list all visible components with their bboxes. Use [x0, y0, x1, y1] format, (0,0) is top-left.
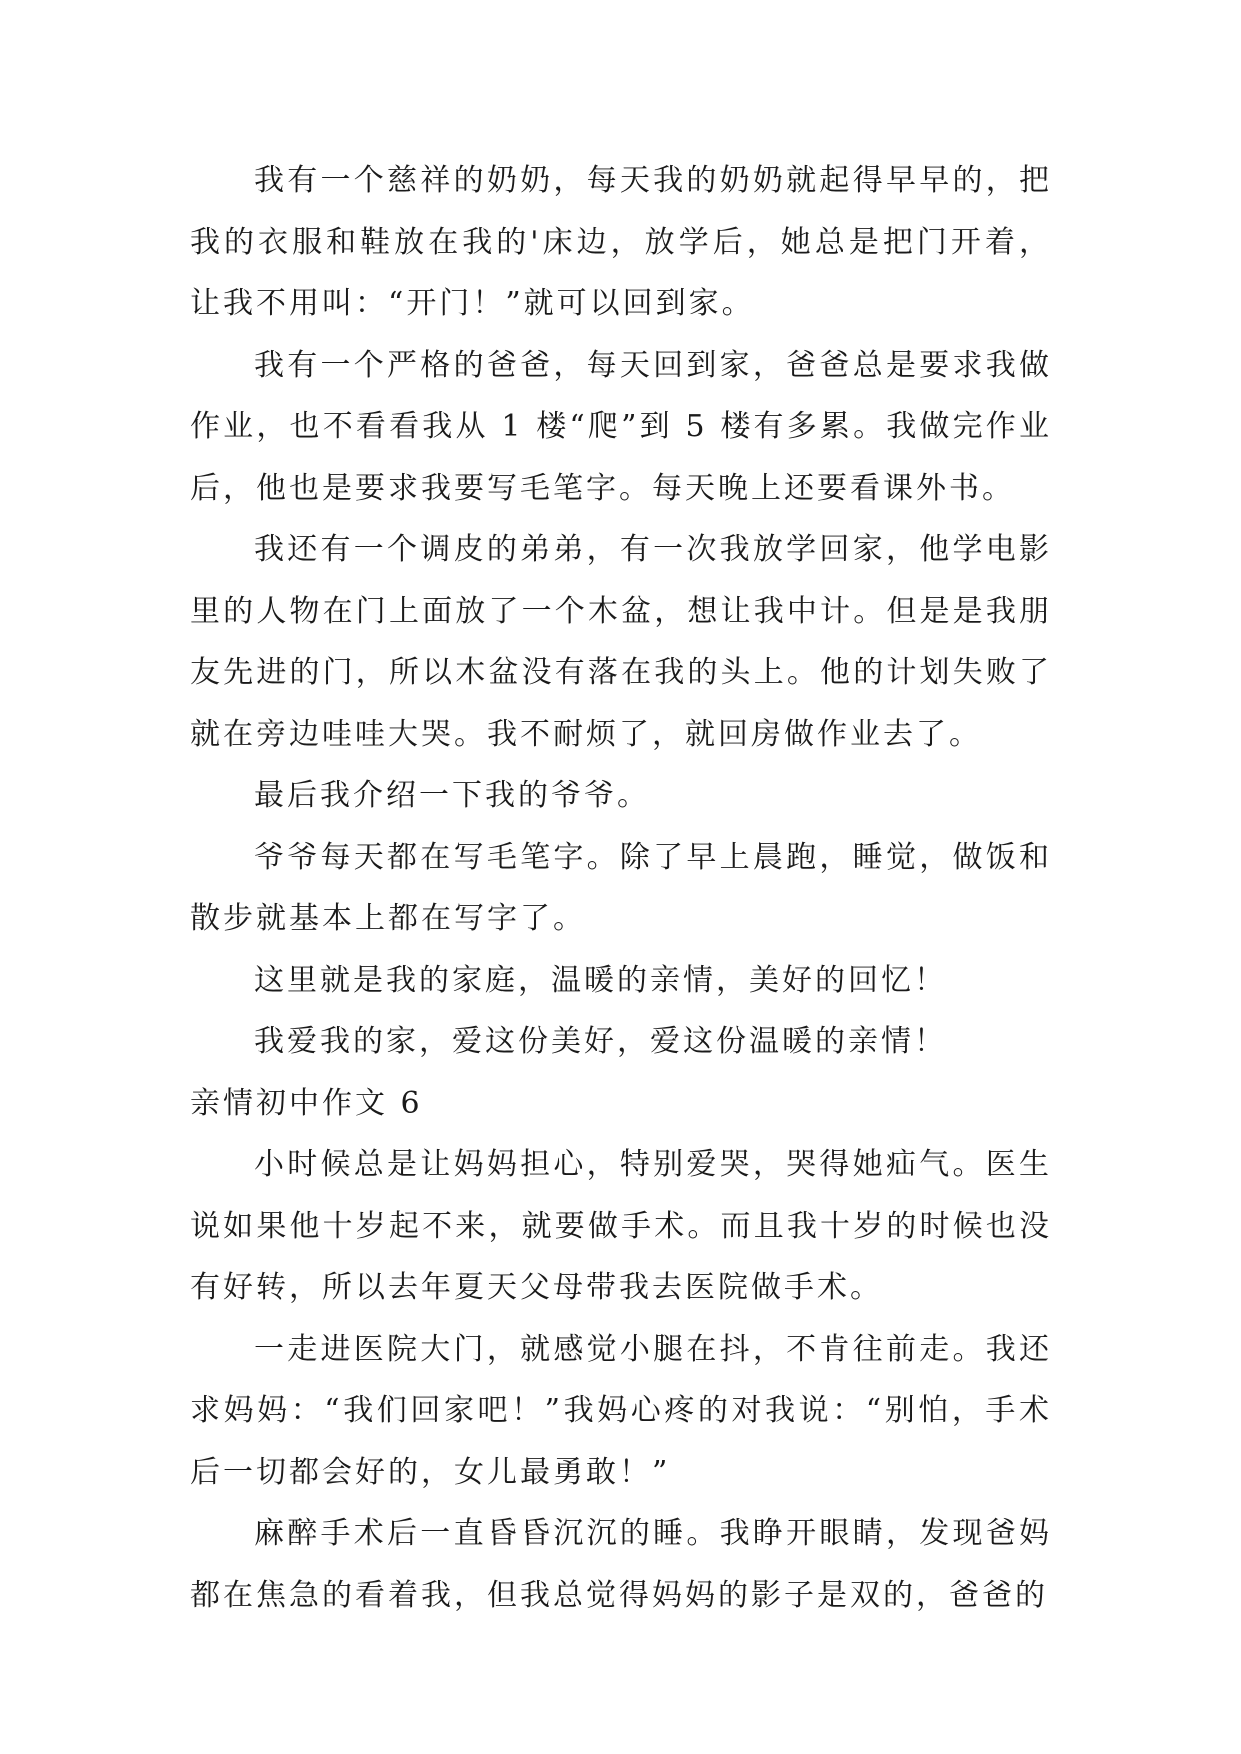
- paragraph: 一走进医院大门，就感觉小腿在抖，不肯往前走。我还求妈妈：“我们回家吧！”我妈心疼的对我说：“别怕，手术后一切都会好的，女儿最勇敢！”: [190, 1331, 1052, 1490]
- paragraph: 这里就是我的家庭，温暖的亲情，美好的回忆！: [254, 962, 947, 998]
- document-body: [190, 150, 1052, 1626]
- paragraph: 我有一个严格的爸爸，每天回到家，爸爸总是要求我做作业，也不看看我从 1 楼“爬”到 5 楼有多累。我做完作业后，他也是要求我要写毛笔字。每天晚上还要看课外书。: [190, 347, 1052, 506]
- paragraph: 小时候总是让妈妈担心，特别爱哭，哭得她疝气。医生说如果他十岁起不来，就要做手术。而且我十岁的时候也没有好转，所以去年夏天父母带我去医院做手术。: [190, 1147, 1052, 1305]
- paragraph: 爷爷每天都在写毛笔字。除了早上晨跑，睡觉，做饭和散步就基本上都在写字了。: [190, 839, 1052, 936]
- paragraph: 我有一个慈祥的奶奶，每天我的奶奶就起得早早的，把我的衣服和鞋放在我的'床边，放学后，她总是把门开着，让我不用叫：“开门！”就可以回到家。: [190, 163, 1052, 321]
- paragraph: 最后我介绍一下我的爷爷。: [254, 778, 650, 813]
- paragraph: 麻醉手术后一直昏昏沉沉的睡。我睁开眼睛，发现爸妈都在焦急的看着我，但我总觉得妈妈的影子是双的，爸爸的: [190, 1516, 1052, 1613]
- section-heading: 亲情初中作文 6: [190, 1085, 423, 1121]
- paragraph: 我还有一个调皮的弟弟，有一次我放学回家，他学电影里的人物在门上面放了一个木盆，想让我中计。但是是我朋友先进的门，所以木盆没有落在我的头上。他的计划失败了就在旁边哇哇大哭。我不耐烦了，就回房做作业去了。: [190, 532, 1052, 752]
- paragraph: 我爱我的家，爱这份美好，爱这份温暖的亲情！: [254, 1024, 947, 1059]
